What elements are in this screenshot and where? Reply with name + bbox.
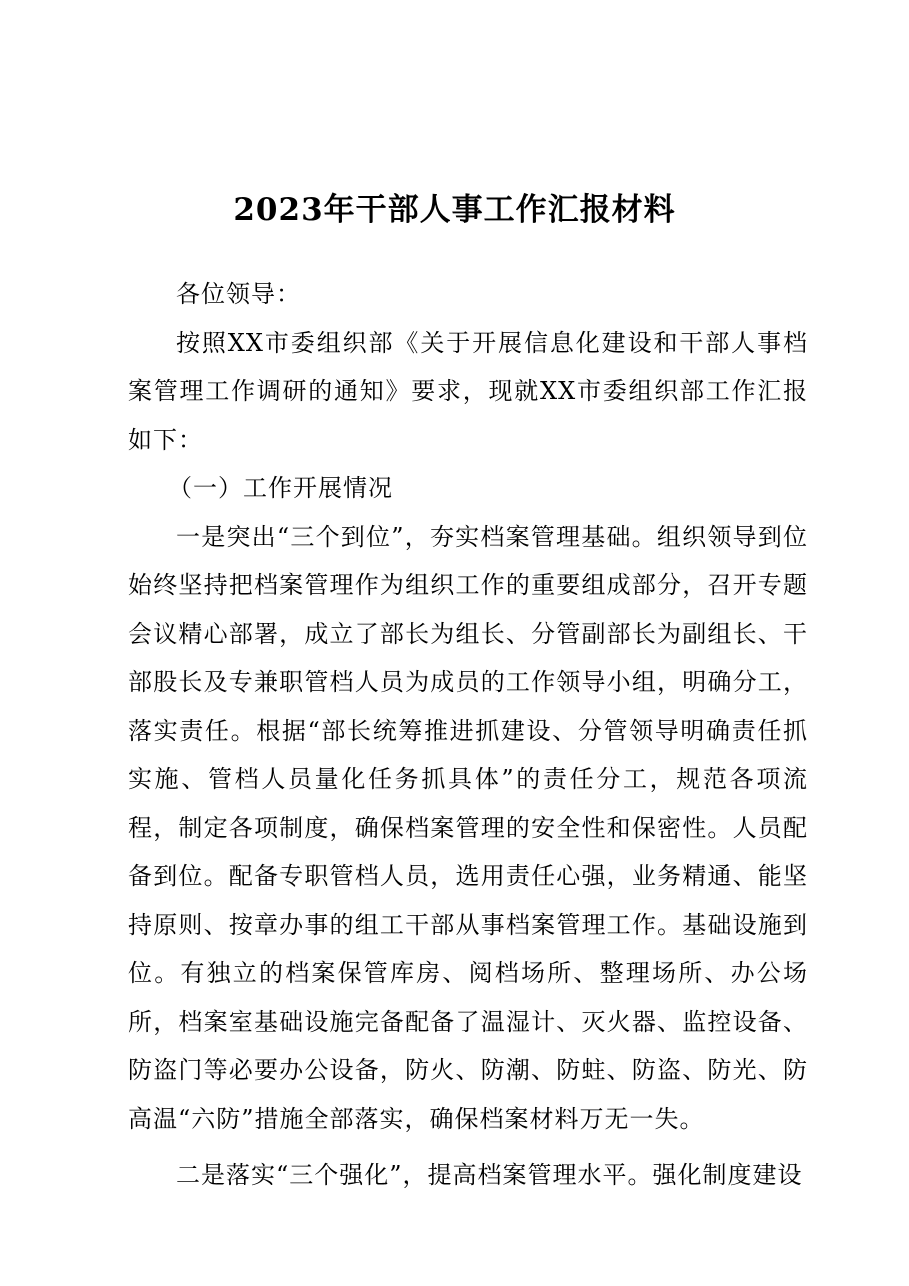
document-title: 2023年干部人事工作汇报材料 xyxy=(233,192,676,228)
section-heading: （一）工作开展情况 xyxy=(168,474,393,502)
intro-paragraph: 按照XX市委组织部《关于开展信息化建设和干部人事档案管理工作调研的通知》要求，现就XX市委组织部工作汇报如下： xyxy=(128,328,808,454)
body-paragraph-2: 二是落实“三个强化”，提高档案管理水平。强化制度建设 xyxy=(176,1161,803,1189)
document-body xyxy=(128,270,808,1200)
salutation: 各位领导： xyxy=(176,280,301,308)
body-paragraph-1: 一是突出“三个到位”，夯实档案管理基础。组织领导到位始终坚持把档案管理作为组织工作的重要组成部分，召开专题会议精心部署，成立了部长为组长、分管副部长为副组长、干部股长及专兼职管档人员为成员的工作领导小组，明确分工，落实责任。根据“部长统筹推进抓建设、分管领导明确责任抓实施、管档人员量化任务抓具体”的责任分工，规范各项流程，制定各项制度，确保档案管理的安全性和保密性。人员配备到位。配备专职管档人员，选用责任心强，业务精通、能坚持原则、按章办事的组工干部从事档案管理工作。基础设施到位。有独立的档案保管库房、阅档场所、整理场所、办公场所，档案室基础设施完备配备了温湿计、灭火器、监控设备、防盗门等必要办公设备，防火、防潮、防蛀、防盗、防光、防高温“六防”措施全部落实，确保档案材料万无一失。 xyxy=(128,522,808,1133)
